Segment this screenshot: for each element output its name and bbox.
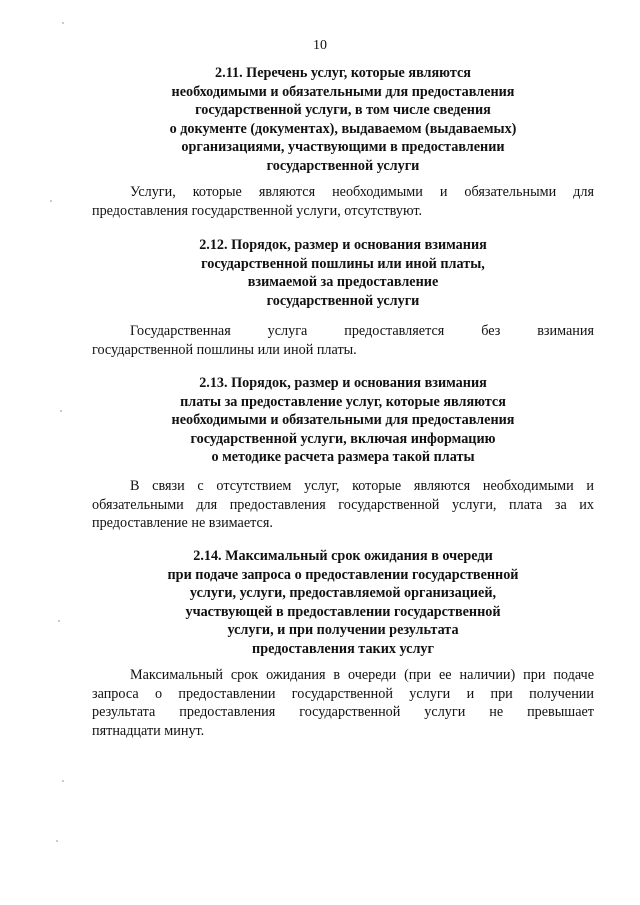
heading-line: государственной услуги, в том числе сведения: [195, 102, 491, 119]
heading-line: участвующей в предоставлении государственной: [185, 603, 501, 620]
heading-line: организациями, участвующими в предоставлении: [181, 139, 505, 156]
scan-speck: [50, 200, 52, 202]
section-body-2-13: [92, 477, 594, 533]
heading-line: государственной услуги: [266, 292, 420, 309]
scan-speck: [62, 780, 64, 782]
body-line: Услуги, которые являются необходимыми и обязательными для: [130, 184, 594, 200]
body-line: предоставление не взимается.: [92, 515, 273, 532]
section-body-2-12: [92, 322, 594, 359]
scan-speck: [56, 840, 58, 842]
page-number: 10: [313, 38, 327, 53]
scan-speck: [62, 22, 64, 24]
scan-speck: [58, 620, 60, 622]
heading-line: взимаемой за предоставление: [247, 274, 439, 291]
body-line: Максимальный срок ожидания в очереди (при ее наличии) при подаче: [130, 667, 594, 683]
heading-line: 2.13. Порядок, размер и основания взимания: [199, 375, 487, 391]
section-heading-2-12: [92, 236, 594, 310]
heading-line: платы за предоставление услуг, которые являются: [180, 393, 506, 410]
heading-line: 2.11. Перечень услуг, которые являются: [215, 65, 471, 81]
heading-line: при подаче запроса о предоставлении государственной: [167, 566, 519, 583]
heading-line: услуги, и при получении результата: [227, 622, 459, 639]
heading-line: государственной пошлины или иной платы,: [201, 255, 485, 272]
heading-line: предоставления таких услуг: [252, 640, 434, 657]
body-line: Государственная услуга предоставляется без взимания: [130, 323, 594, 339]
section-body-2-11: [92, 183, 594, 220]
section-heading-2-14: [92, 547, 594, 659]
heading-line: о методике расчета размера такой платы: [211, 449, 475, 466]
body-line: обязательными для предоставления государственной услуги, плата за их: [92, 496, 594, 513]
heading-line: 2.14. Максимальный срок ожидания в очереди: [193, 548, 493, 564]
scan-speck: [60, 410, 62, 412]
body-line: пятнадцати минут.: [92, 722, 205, 739]
body-line: результата предоставления государственной услуги не превышает: [92, 704, 594, 721]
heading-line: 2.12. Порядок, размер и основания взимания: [199, 237, 487, 253]
body-line: В связи с отсутствием услуг, которые являются необходимыми и: [130, 478, 594, 494]
heading-line: государственной услуги, включая информацию: [190, 430, 496, 447]
heading-line: необходимыми и обязательными для предоставления: [171, 83, 515, 100]
body-line: предоставления государственной услуги, отсутствуют.: [92, 202, 423, 219]
body-line: государственной пошлины или иной платы.: [92, 341, 357, 358]
body-line: запроса о предоставлении государственной услуги и при получении: [92, 685, 594, 702]
heading-line: необходимыми и обязательными для предоставления: [171, 412, 515, 429]
heading-line: услуги, услуги, предоставляемой организацией,: [189, 585, 497, 602]
section-heading-2-11: [92, 64, 594, 176]
heading-line: о документе (документах), выдаваемом (выдаваемых): [169, 120, 517, 137]
section-body-2-14: [92, 666, 594, 740]
section-heading-2-13: [92, 374, 594, 467]
heading-line: государственной услуги: [266, 157, 420, 174]
